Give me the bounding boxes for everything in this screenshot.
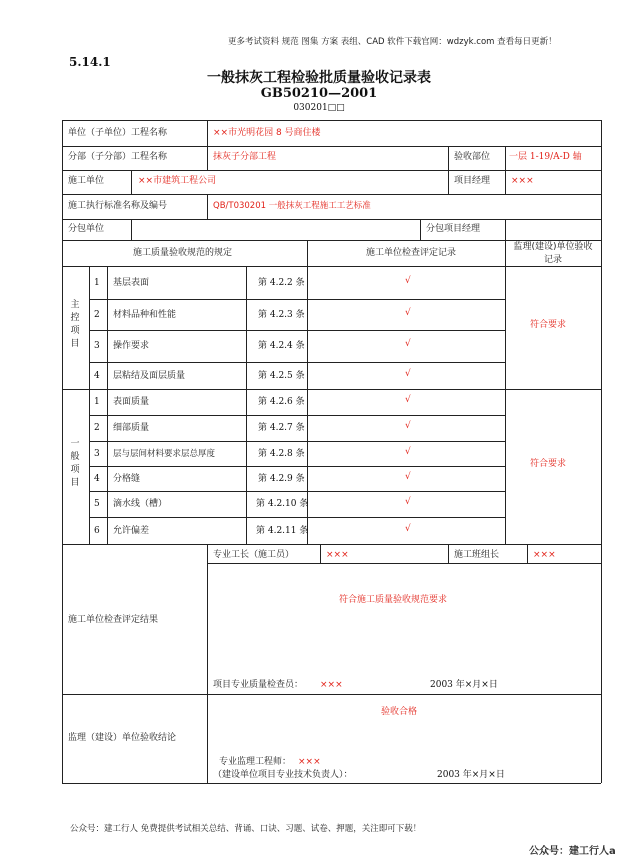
grid-line [89,362,505,363]
item-number: 4 [94,474,100,484]
item-clause: 第 4.2.3 条 [258,310,305,320]
grid-line [107,266,108,544]
item-name: 基层表面 [113,278,150,288]
inspector-label: 项目专业质量检查员： [213,680,304,690]
item-clause: 第 4.2.10 条 [256,499,309,509]
contractor-check-result: 符合施工质量验收规范要求 [339,595,448,605]
watermark: 公众号：建工行人a [529,846,616,857]
contractor-check-label: 施工单位检查评定结果 [68,615,159,625]
item-clause: 第 4.2.11 条 [256,526,309,536]
grid-line [89,466,505,467]
item-clause: 第 4.2.5 条 [258,371,305,381]
grid-line [207,146,208,170]
grid-line [207,120,208,146]
supervisor-conclusion-label: 监理（建设）单位验收结论 [68,733,177,743]
grid-line [89,517,505,518]
grid-line [89,415,505,416]
item-number: 6 [94,526,100,536]
check-mark: √ [405,395,411,405]
project-manager-value: ××× [511,176,534,186]
grid-line [62,170,601,171]
check-mark: √ [405,497,411,507]
check-mark: √ [405,524,411,534]
general-group-label: 一般项目 [70,439,80,488]
grid-line [89,441,505,442]
item-number: 3 [94,341,100,351]
grid-line [505,219,506,240]
supervisor-column-header: 监理(建设)单位验收记录 [513,242,593,265]
header-note: 更多考试资料 规范 图集 方案 表组、CAD 软件下载官网：wdzyk.com 查看每日更新！ [228,37,557,47]
item-clause: 第 4.2.7 条 [258,423,305,433]
main-group-label: 主控项目 [70,300,80,349]
check-mark: √ [405,308,411,318]
check-mark: √ [405,276,411,286]
item-name: 操作要求 [113,341,150,351]
check-mark: √ [405,339,411,349]
check-mark: √ [405,421,411,431]
item-name: 滴水线（槽） [113,499,168,509]
item-number: 5 [94,499,100,509]
item-clause: 第 4.2.6 条 [258,397,305,407]
grid-line [62,219,601,220]
contractor-check-date: 2003 年×月×日 [430,680,498,690]
footer-note: 公众号：建工行人 免费提供考试相关总结、背诵、口诀、习题、试卷、押题，关注即可下载！ [70,824,422,834]
grid-line [62,194,601,195]
item-number: 2 [94,310,100,320]
item-clause: 第 4.2.4 条 [258,341,305,351]
grid-line [448,170,449,194]
item-name: 层与层间材料要求层总厚度 [113,449,216,459]
sub-project-manager-label: 分包项目经理 [426,224,481,234]
grid-line [420,219,421,240]
sub-project-label: 分部（子分部）工程名称 [68,152,168,162]
grid-line [89,299,505,300]
grid-line [505,146,506,170]
main-group-conclusion: 符合要求 [530,320,567,330]
subcontractor-label: 分包单位 [68,224,105,234]
item-clause: 第 4.2.8 条 [258,449,305,459]
item-number: 1 [94,278,100,288]
item-name: 分格缝 [113,474,141,484]
sub-project-value: 抹灰子分部工程 [213,152,277,162]
grid-line [62,544,601,545]
grid-line [505,170,506,194]
item-name: 允许偏差 [113,526,150,536]
contractor-label: 施工单位 [68,176,105,186]
grid-line [62,389,601,390]
standard-value: QB/T030201 一般抹灰工程施工工艺标准 [213,201,371,211]
grid-line [62,694,601,695]
acceptance-part-value: 一层 1-19/A-D 轴 [509,152,582,162]
page-title: 一般抹灰工程检验批质量验收记录表 [207,70,431,86]
grid-line [131,170,132,194]
spec-column-header: 施工质量验收规范的规定 [133,248,233,258]
record-column-header: 施工单位检查评定记录 [366,248,457,258]
foreman-value: ××× [326,550,349,560]
supervisor-conclusion-date: 2003 年×月×日 [437,770,505,780]
grid-line [207,544,208,783]
check-mark: √ [405,472,411,482]
standard-number: GB50210—2001 [260,86,378,101]
grid-line [505,240,506,544]
item-number: 2 [94,423,100,433]
grid-line [62,120,601,121]
item-clause: 第 4.2.9 条 [258,474,305,484]
grid-line [320,544,321,563]
standard-label: 施工执行标准名称及编号 [68,201,168,211]
grid-line [207,194,208,219]
team-leader-value: ××× [533,550,556,560]
item-number: 3 [94,449,100,459]
section-number: 5.14.1 [69,55,111,69]
supervisor-conclusion-result: 验收合格 [381,707,418,717]
check-mark: √ [405,369,411,379]
project-manager-label: 项目经理 [454,176,491,186]
supervising-engineer-label: 专业监理工程师： [219,757,292,767]
grid-line [62,146,601,147]
item-number: 1 [94,397,100,407]
grid-line [207,563,601,564]
grid-line [89,266,90,544]
team-leader-label: 施工班组长 [454,550,500,560]
grid-line [448,544,449,563]
grid-line [527,544,528,563]
foreman-label: 专业工长（施工员） [213,550,295,560]
inspector-value: ××× [320,680,343,690]
unit-name-value: ××市光明花园 8 号商住楼 [213,128,321,138]
contractor-value: ××市建筑工程公司 [138,176,217,186]
grid-line [448,146,449,170]
form-code: 030201□□ [293,103,345,113]
unit-name-label: 单位（子单位）工程名称 [68,128,168,138]
grid-line [89,330,505,331]
owner-rep-label: （建设单位项目专业技术负责人）： [213,770,353,780]
item-clause: 第 4.2.2 条 [258,278,305,288]
acceptance-part-label: 验收部位 [454,152,491,162]
grid-line [89,491,505,492]
grid-line [62,120,63,783]
grid-line [601,120,602,783]
item-name: 层粘结及面层质量 [113,371,186,381]
item-name: 材料品种和性能 [113,310,177,320]
grid-line [246,266,247,544]
supervising-engineer-value: ××× [298,757,321,767]
grid-line [131,219,132,240]
item-number: 4 [94,371,100,381]
grid-line [62,783,601,784]
item-name: 表面质量 [113,397,150,407]
check-mark: √ [405,447,411,457]
general-group-conclusion: 符合要求 [530,459,567,469]
item-name: 细部质量 [113,423,150,433]
